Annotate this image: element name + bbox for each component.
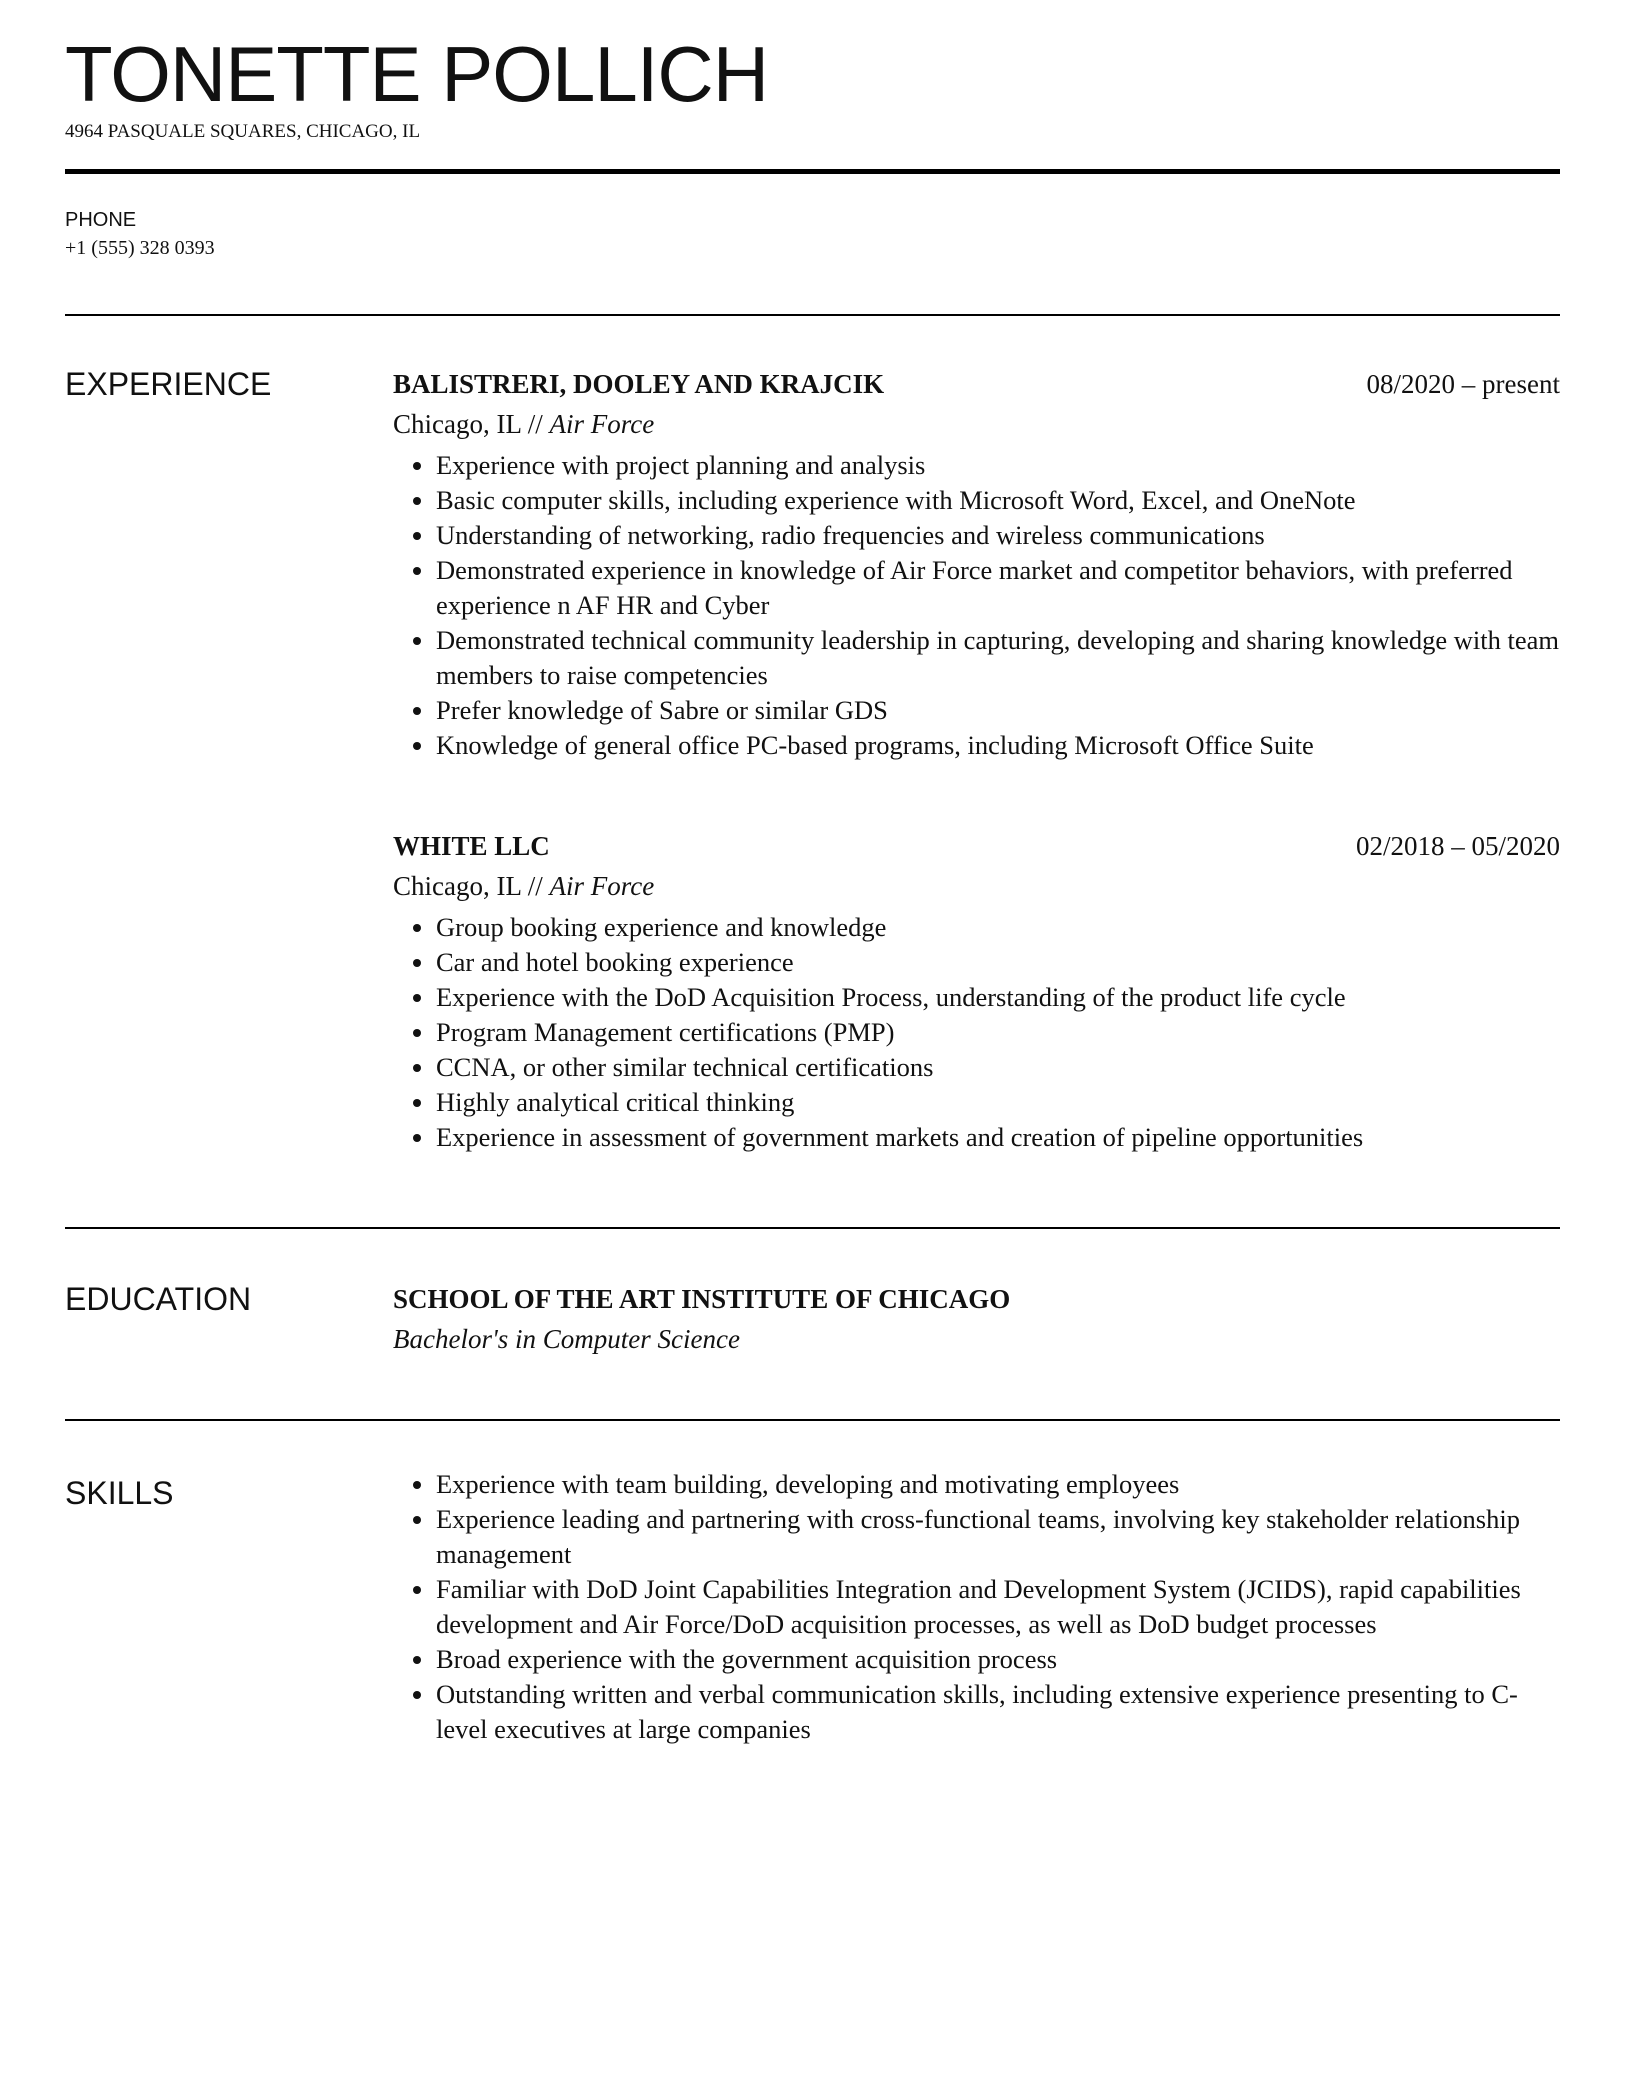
list-item: • Highly analytical critical thinking [436,1085,1560,1120]
section-heading: EXPERIENCE [65,366,272,402]
address: 4964 PASQUALE SQUARES, CHICAGO, IL [65,121,421,142]
list-item: • CCNA, or other similar technical certifications [436,1050,1560,1085]
job-field: Air Force [549,409,655,439]
contact-block [65,174,1560,314]
separator: // [527,409,543,439]
education-section [65,1227,1560,1419]
section-heading: SKILLS [65,1475,174,1511]
school-name: SCHOOL OF THE ART INSTITUTE OF CHICAGO [393,1284,1011,1314]
list-item: • Experience with project planning and analysis [436,448,1560,483]
list-item: • Experience with team building, developing and motivating employees [436,1467,1560,1502]
phone-label: PHONE [65,209,137,231]
list-item: • Familiar with DoD Joint Capabilities Integration and Development System (JCIDS), rapid capabilities development and Air Force/DoD acquisition processes, as well as DoD budget processes [436,1572,1560,1642]
separator: // [527,871,543,901]
job-entry [393,364,1560,763]
list-item: • Experience with the DoD Acquisition Process, understanding of the product life cycle [436,980,1560,1015]
job-location: Chicago, IL [393,871,521,901]
list-item: • Car and hotel booking experience [436,945,1560,980]
list-item: • Program Management certifications (PMP) [436,1015,1560,1050]
list-item: • Demonstrated technical community leadership in capturing, developing and sharing knowledge with team members to raise competencies [436,623,1560,693]
resume-page [65,0,1560,1747]
candidate-name: TONETTE POLLICH [65,30,769,118]
job-bullets [393,448,1560,763]
phone-value: +1 (555) 328 0393 [65,237,215,259]
job-dates: 08/2020 – present [1366,369,1560,399]
list-item: • Knowledge of general office PC-based programs, including Microsoft Office Suite [436,728,1560,763]
experience-section [65,314,1560,1227]
section-heading: EDUCATION [65,1281,252,1317]
job-entry [393,826,1560,1155]
skills-list [393,1467,1560,1747]
list-item: • Prefer knowledge of Sabre or similar GDS [436,693,1560,728]
job-field: Air Force [549,871,655,901]
job-dates: 02/2018 – 05/2020 [1355,831,1560,861]
job-location: Chicago, IL [393,409,521,439]
list-item: • Experience leading and partnering with cross-functional teams, involving key stakeholder relationship management [436,1502,1560,1572]
list-item: • Understanding of networking, radio frequencies and wireless communications [436,518,1560,553]
job-bullets [393,910,1560,1155]
list-item: • Group booking experience and knowledge [436,910,1560,945]
list-item: • Broad experience with the government acquisition process [436,1642,1560,1677]
degree: Bachelor's in Computer Science [393,1324,740,1354]
list-item: • Demonstrated experience in knowledge of Air Force market and competitor behaviors, with preferred experience n AF HR and Cyber [436,553,1560,623]
list-item: • Experience in assessment of government markets and creation of pipeline opportunities [436,1120,1560,1155]
skills-section [65,1419,1560,1747]
company-name: WHITE LLC [393,831,550,861]
company-name: BALISTRERI, DOOLEY AND KRAJCIK [393,369,885,399]
list-item: • Outstanding written and verbal communication skills, including extensive experience presenting to C-level executives at large companies [436,1677,1560,1747]
list-item: • Basic computer skills, including experience with Microsoft Word, Excel, and OneNote [436,483,1560,518]
